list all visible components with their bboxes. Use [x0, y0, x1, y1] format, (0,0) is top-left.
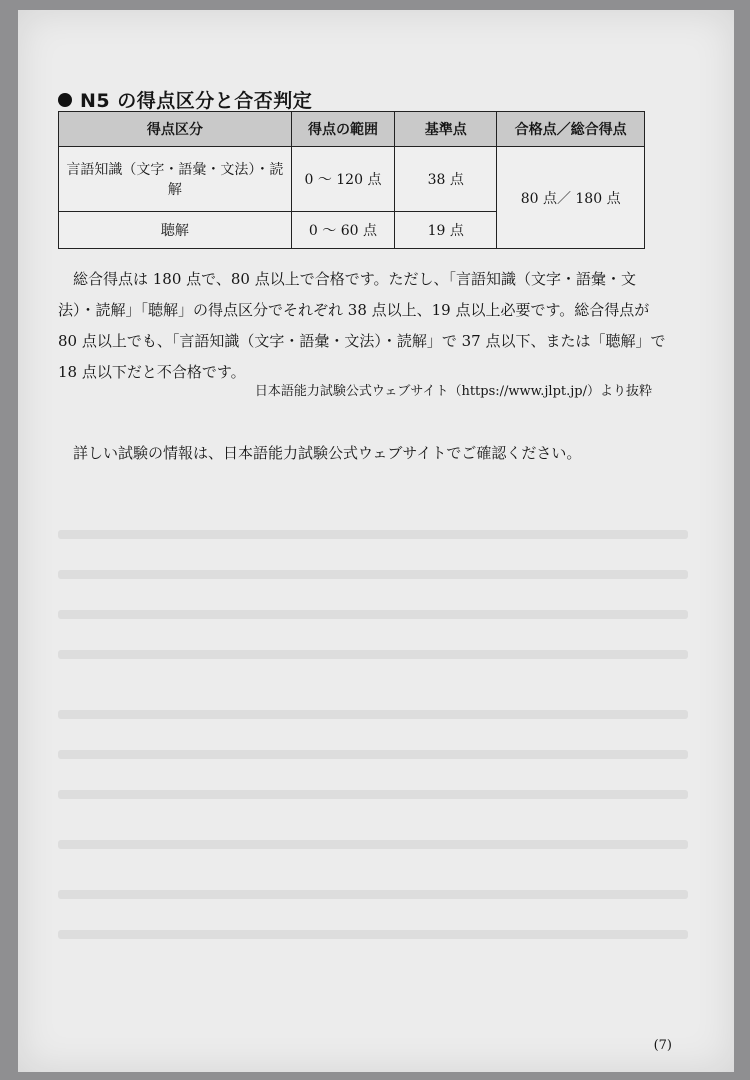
- table-row: [59, 147, 645, 212]
- cell-pass-total: 80 点／ 180 点: [497, 147, 645, 249]
- cell-base: 38 点: [395, 147, 497, 212]
- source-citation: 日本語能力試験公式ウェブサイト（https://www.jlpt.jp/）より抜粋: [254, 384, 652, 399]
- table-header-row: [59, 112, 645, 147]
- show-through-line: [58, 710, 688, 719]
- show-through-line: [58, 890, 688, 899]
- show-through-line: [58, 790, 688, 799]
- show-through-line: [58, 840, 688, 849]
- cell-range: 0 ～ 120 点: [291, 147, 394, 212]
- show-through-line: [58, 930, 688, 939]
- info-sentence: 詳しい試験の情報は、日本語能力試験公式ウェブサイトでご確認ください。: [73, 444, 582, 462]
- show-through-line: [58, 570, 688, 579]
- header-section: 得点区分: [59, 112, 292, 147]
- show-through-line: [58, 750, 688, 759]
- document-page: [18, 10, 734, 1072]
- show-through-line: [58, 530, 688, 539]
- cell-section: 言語知識（文字・語彙・文法）・読解: [59, 147, 292, 212]
- show-through-line: [58, 650, 688, 659]
- page-number: (7): [653, 1038, 672, 1053]
- cell-section: 聴解: [59, 212, 292, 249]
- explanation-paragraph: 総合得点は 180 点で、80 点以上で合格です。ただし、「言語知識（文字・語彙・文法）・読解」「聴解」の得点区分でそれぞれ 38 点以上、19 点以上必要です。総合得点が 80 点以上でも、「言語知識（文字・語彙・文法）・読解」で 37 点以下、または「聴解」で 18 点以下だと不合格です。: [58, 270, 666, 381]
- header-range: 得点の範囲: [291, 112, 394, 147]
- section-heading-text: N5 の得点区分と合否判定: [80, 90, 313, 112]
- cell-range: 0 ～ 60 点: [291, 212, 394, 249]
- header-base: 基準点: [395, 112, 497, 147]
- show-through-line: [58, 610, 688, 619]
- section-heading: [58, 86, 312, 113]
- bullet-icon: [58, 93, 72, 107]
- score-table: [58, 111, 645, 249]
- cell-base: 19 点: [395, 212, 497, 249]
- header-pass-total: 合格点／総合得点: [497, 112, 645, 147]
